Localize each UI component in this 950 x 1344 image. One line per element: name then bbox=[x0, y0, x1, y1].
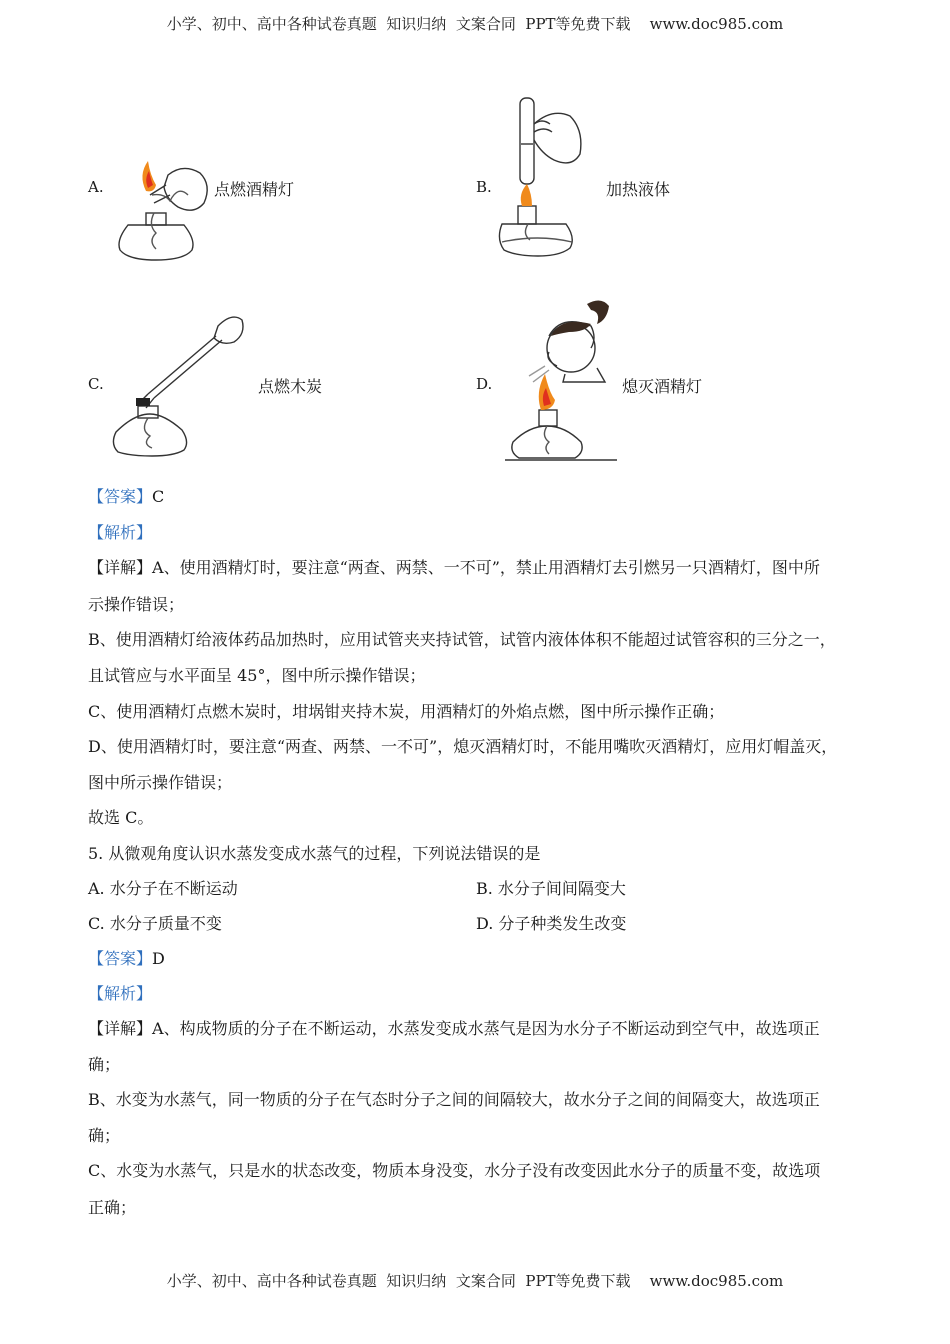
q5-answer-line bbox=[88, 946, 165, 969]
q4-analysis-line bbox=[88, 520, 152, 543]
q5-detail-line-2: 确； bbox=[88, 1055, 121, 1074]
q4-answer: C bbox=[152, 487, 165, 506]
q5-detail-line-4: 确； bbox=[88, 1126, 121, 1145]
q4-detail-line-6: D、使用酒精灯时，要注意“两查、两禁、一不可”，熄灭酒精灯时，不能用嘴吹灭酒精灯，应用灯帽盖灭， bbox=[88, 737, 838, 756]
q5-choice-c: C. 水分子质量不变 bbox=[88, 914, 222, 933]
option-a-letter: A. bbox=[88, 178, 104, 196]
q5-detail-line-5: C、水变为水蒸气，只是水的状态改变，物质本身没变，水分子没有改变因此水分子的质量不变，故选项 bbox=[88, 1161, 821, 1180]
footer-url: www.doc985.com bbox=[649, 1272, 784, 1290]
q5-detail-line-6: 正确； bbox=[88, 1198, 137, 1217]
page-footer bbox=[0, 1270, 950, 1291]
option-b-caption: 加热液体 bbox=[606, 180, 671, 199]
q4-detail-line-4: 且试管应与水平面呈 45°，图中所示操作错误； bbox=[88, 666, 426, 685]
q5-stem: 5. 从微观角度认识水蒸发变成水蒸气的过程，下列说法错误的是 bbox=[88, 844, 541, 863]
q5-choice-b: B. 水分子间间隔变大 bbox=[476, 879, 626, 898]
q5-choice-d: D. 分子种类发生改变 bbox=[476, 914, 627, 933]
option-b-letter: B. bbox=[476, 178, 492, 196]
q4-detail-text-1: A、使用酒精灯时，要注意“两查、两禁、一不可”，禁止用酒精灯去引燃另一只酒精灯，图中所 bbox=[152, 558, 820, 577]
q5-detail-line-3: B、水变为水蒸气，同一物质的分子在气态时分子之间的间隔较大，故水分子之间的间隔变大，故选项正 bbox=[88, 1090, 820, 1109]
figure-ignite-charcoal bbox=[108, 306, 248, 458]
q4-detail-tag: 【详解】 bbox=[88, 558, 153, 577]
footer-text: 小学、初中、高中各种试卷真题 知识归纳 文案合同 PPT等免费下载 bbox=[166, 1272, 631, 1290]
q5-analysis-line bbox=[88, 981, 152, 1004]
option-d-caption: 熄灭酒精灯 bbox=[622, 377, 703, 396]
q5-detail-line-1 bbox=[88, 1016, 820, 1039]
q4-detail-line-1 bbox=[88, 555, 820, 578]
q5-detail-tag: 【详解】 bbox=[88, 1019, 153, 1038]
figure-heat-liquid bbox=[492, 94, 592, 260]
q4-detail-line-5: C、使用酒精灯点燃木炭时，坩埚钳夹持木炭，用酒精灯的外焰点燃，图中所示操作正确； bbox=[88, 702, 725, 721]
q4-detail-line-8: 故选 C。 bbox=[88, 808, 154, 827]
header-url: www.doc985.com bbox=[649, 15, 784, 33]
option-c-letter: C. bbox=[88, 375, 104, 393]
header-text: 小学、初中、高中各种试卷真题 知识归纳 文案合同 PPT等免费下载 bbox=[166, 15, 631, 33]
q4-detail-line-3: B、使用酒精灯给液体药品加热时，应用试管夹夹持试管，试管内液体体积不能超过试管容积的三分之一， bbox=[88, 630, 836, 649]
page-header bbox=[0, 13, 950, 34]
option-c-caption: 点燃木炭 bbox=[258, 377, 323, 396]
figure-light-alcohol-lamp bbox=[108, 155, 213, 265]
q4-analysis-tag: 【解析】 bbox=[88, 523, 153, 542]
q4-answer-line bbox=[88, 484, 164, 507]
q4-detail-line-7: 图中所示操作错误； bbox=[88, 773, 233, 792]
figure-blow-out-lamp bbox=[505, 296, 617, 462]
option-a-caption: 点燃酒精灯 bbox=[214, 180, 295, 199]
q5-detail-text-1: A、构成物质的分子在不断运动，水蒸发变成水蒸气是因为水分子不断运动到空气中，故选项正 bbox=[152, 1019, 820, 1038]
q4-answer-tag: 【答案】 bbox=[88, 487, 153, 506]
q4-detail-line-2: 示操作错误； bbox=[88, 595, 185, 614]
q5-answer-tag: 【答案】 bbox=[88, 949, 153, 968]
option-d-letter: D. bbox=[476, 375, 493, 393]
q5-analysis-tag: 【解析】 bbox=[88, 984, 153, 1003]
q5-choice-a: A. 水分子在不断运动 bbox=[88, 879, 238, 898]
q5-answer: D bbox=[152, 949, 165, 968]
